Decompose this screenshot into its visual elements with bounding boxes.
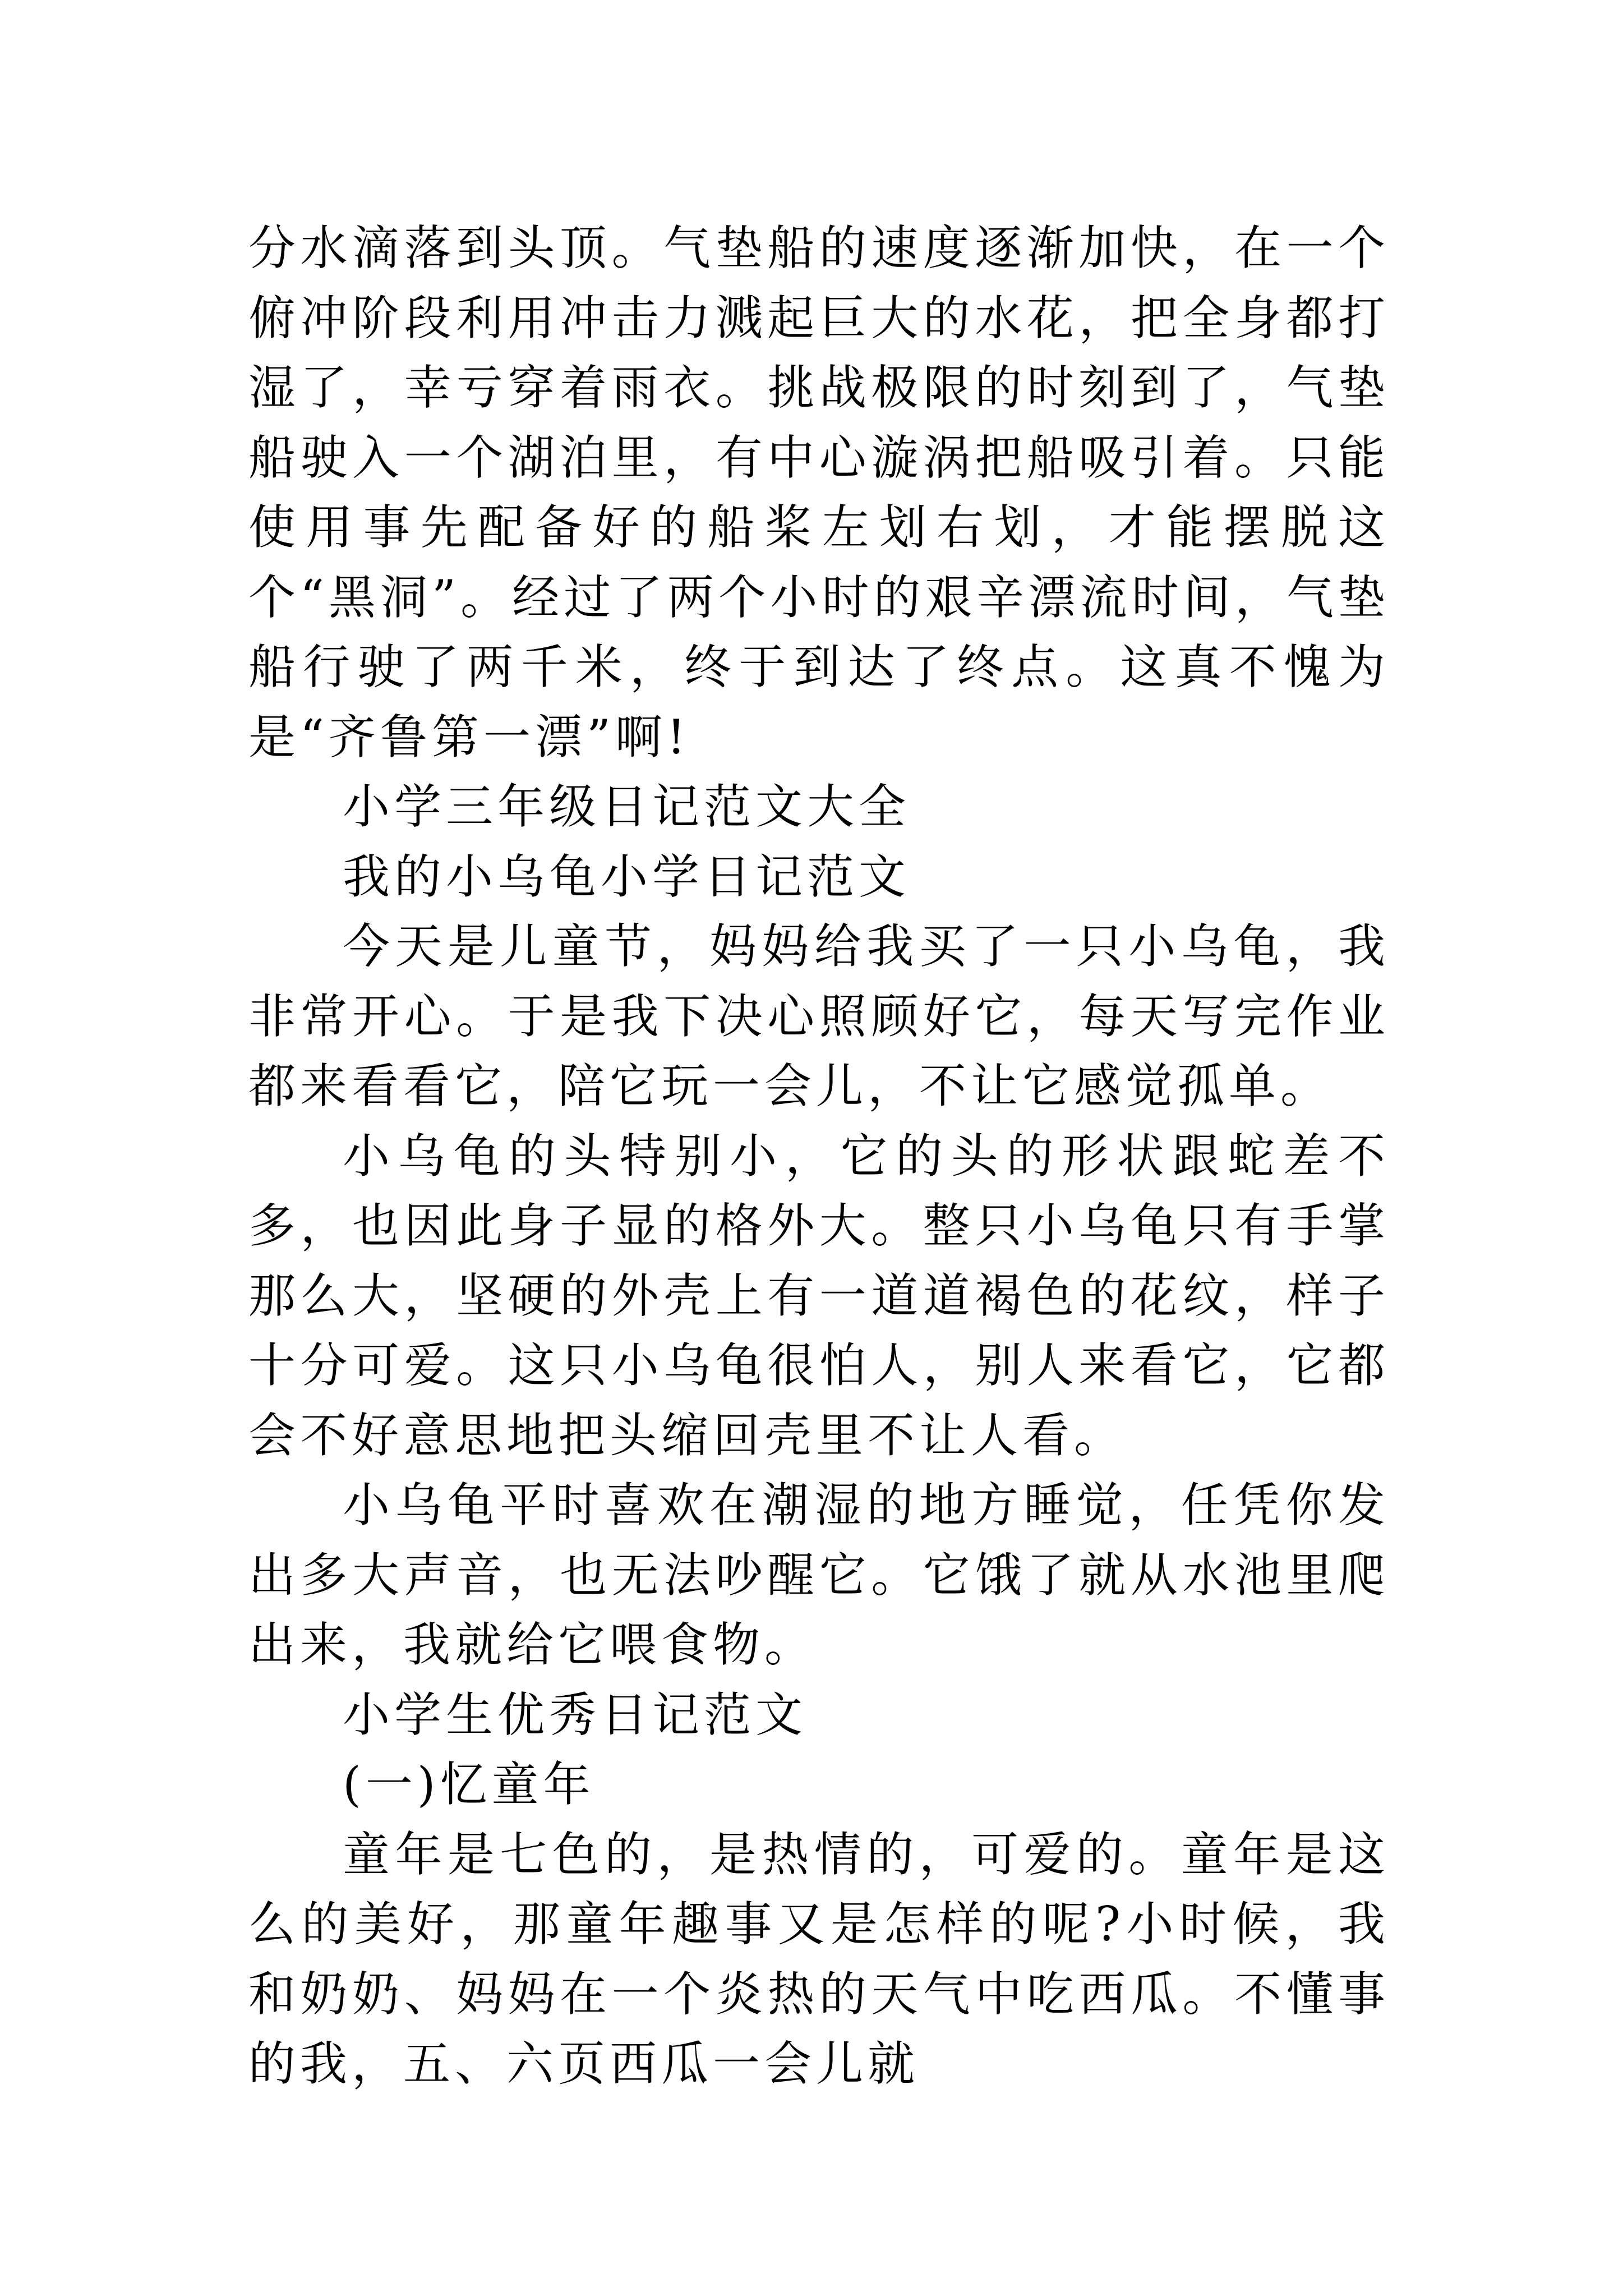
- body-paragraph: 分水滴落到头顶。气垫船的速度逐渐加快，在一个俯冲阶段利用冲击力溅起巨大的水花，把全身都打湿了，幸亏穿着雨衣。挑战极限的时刻到了，气垫船驶入一个湖泊里，有中心漩涡把船吸引着。只能使用事先配备好的船桨左划右划，才能摆脱这个“黑洞”。经过了两个小时的艰辛漂流时间，气垫船行驶了两千米，终于到达了终点。这真不愧为是“齐鲁第一漂”啊!: [248, 220, 1390, 765]
- body-paragraph: 今天是儿童节，妈妈给我买了一只小乌龟，我非常开心。于是我下决心照顾好它，每天写完作业都来看看它，陪它玩一会儿，不让它感觉孤单。: [248, 919, 1390, 1114]
- section-title: 小学生优秀日记范文: [343, 1687, 808, 1742]
- body-paragraph: 小乌龟平时喜欢在潮湿的地方睡觉，任凭你发出多大声音，也无法吵醒它。它饿了就从水池里爬出来，我就给它喂食物。: [248, 1478, 1390, 1672]
- body-paragraph: 小乌龟的头特别小，它的头的形状跟蛇差不多，也因此身子显的格外大。整只小乌龟只有手掌那么大，坚硬的外壳上有一道道褐色的花纹，样子十分可爱。这只小乌龟很怕人，别人来看它，它都会不好意思地把头缩回壳里不让人看。: [248, 1128, 1390, 1463]
- article-title: 我的小乌龟小学日记范文: [343, 849, 911, 904]
- section-title: 小学三年级日记范文大全: [343, 779, 911, 834]
- article-title: (一)忆童年: [343, 1757, 595, 1812]
- body-paragraph: 童年是七色的，是热情的，可爱的。童年是这么的美好，那童年趣事又是怎样的呢?小时候，我和奶奶、妈妈在一个炎热的天气中吃西瓜。不懂事的我，五、六页西瓜一会儿就: [248, 1826, 1390, 2091]
- document-page: [248, 213, 1390, 2099]
